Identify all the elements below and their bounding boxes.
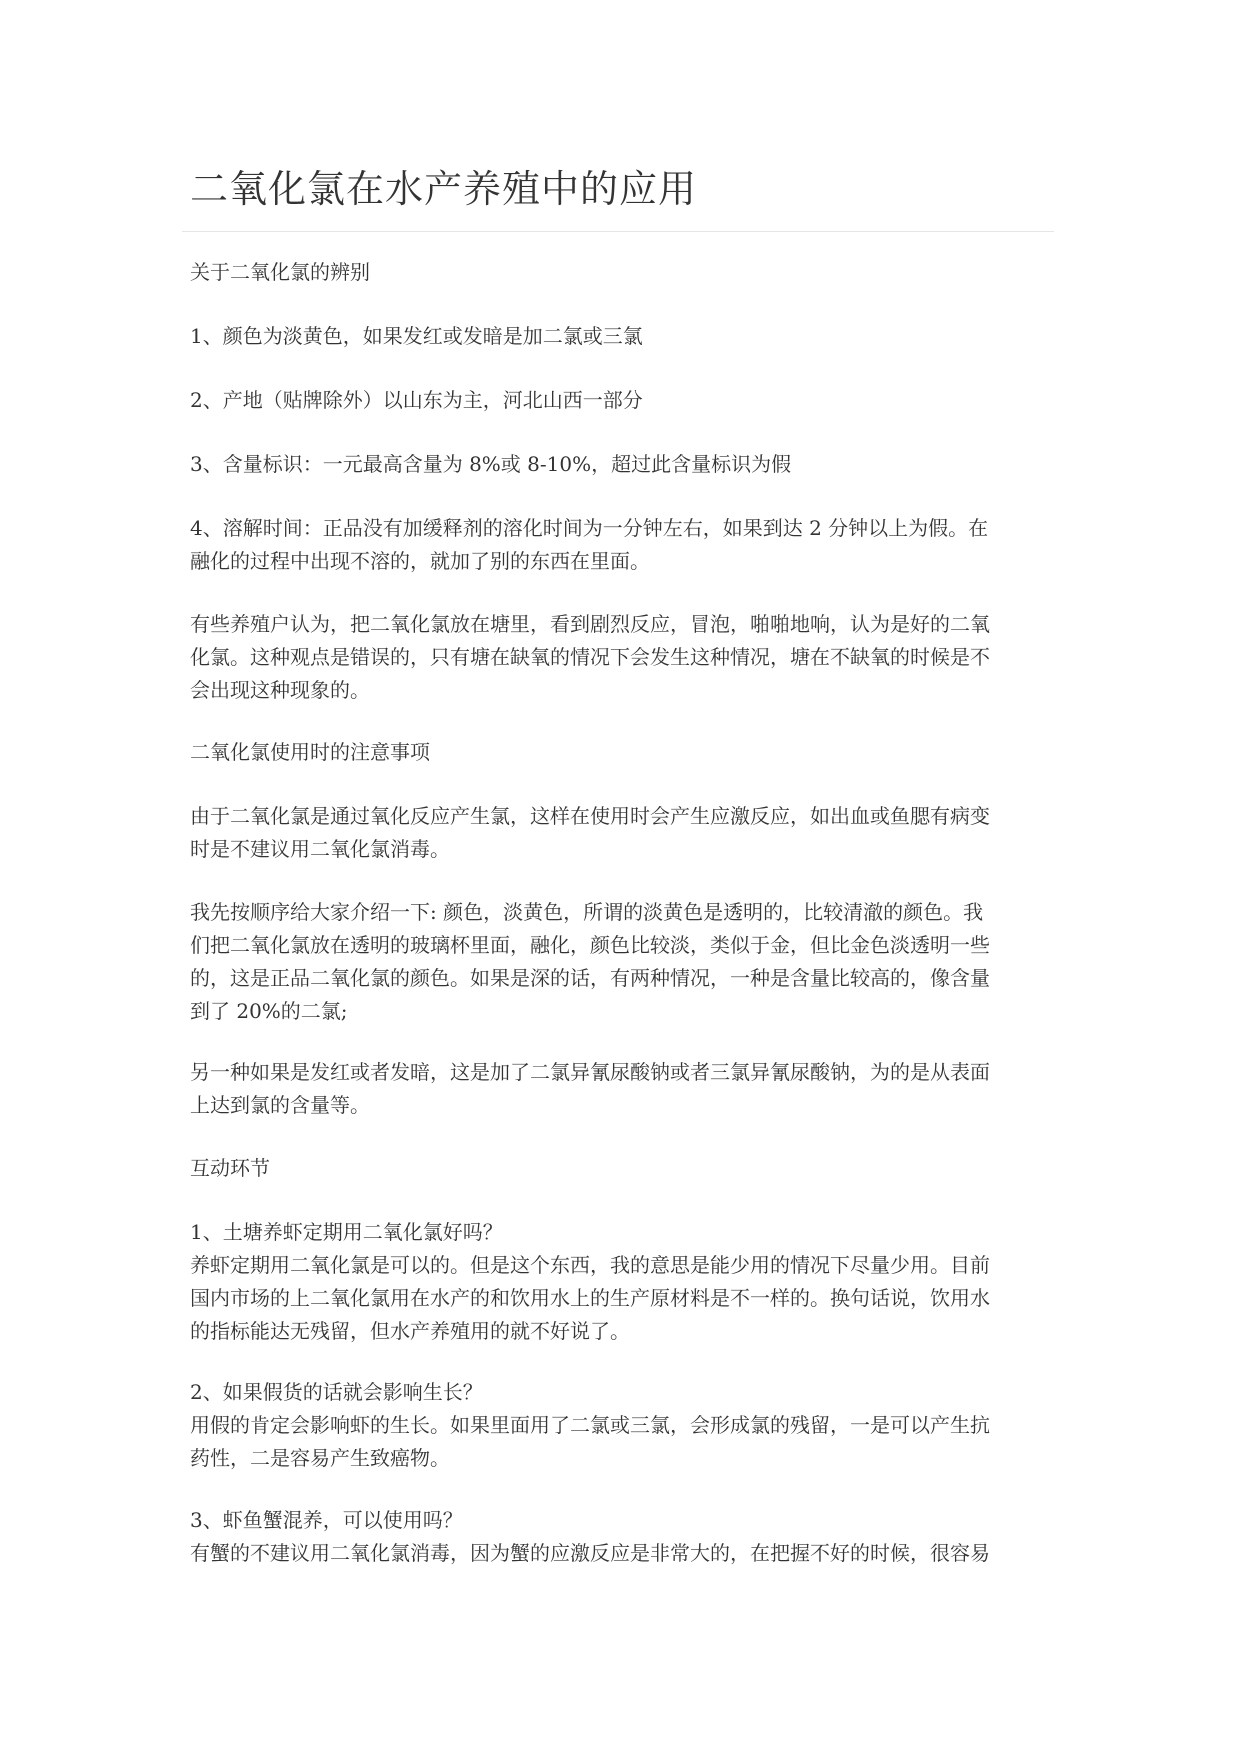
qa-item-2 <box>190 1376 1052 1475</box>
answer-line: 养虾定期用二氧化氯是可以的。但是这个东西，我的意思是能少用的情况下尽量少用。目前 <box>190 1253 990 1277</box>
question-line: 3、虾鱼蟹混养，可以使用吗？ <box>190 1508 463 1532</box>
text-line: 们把二氧化氯放在透明的玻璃杯里面，融化，颜色比较淡，类似于金，但比金色淡透明一些 <box>190 933 990 957</box>
text-line: 会出现这种现象的。 <box>190 678 370 702</box>
text-line: 到了 20%的二氯; <box>190 999 348 1023</box>
text-line: 化氯。这种观点是错误的，只有塘在缺氧的情况下会发生这种情况，塘在不缺氧的时候是不 <box>190 645 990 669</box>
section-heading-interaction <box>190 1152 1052 1185</box>
answer-line: 用假的肯定会影响虾的生长。如果里面用了二氯或三氯，会形成氯的残留，一是可以产生抗 <box>190 1413 990 1437</box>
text-line: 由于二氧化氯是通过氧化反应产生氯，这样在使用时会产生应激反应，如出血或鱼腮有病变 <box>190 804 990 828</box>
text-line: 1、颜色为淡黄色，如果发红或发暗是加二氯或三氯 <box>190 324 643 348</box>
text-line: 上达到氯的含量等。 <box>190 1093 370 1117</box>
text-line: 另一种如果是发红或者发暗，这是加了二氯异氰尿酸钠或者三氯异氰尿酸钠，为的是从表面 <box>190 1060 990 1084</box>
section-heading-identification <box>190 256 1052 289</box>
text-line: 时是不建议用二氧化氯消毒。 <box>190 837 450 861</box>
answer-line: 国内市场的上二氧化氯用在水产的和饮用水上的生产原材料是不一样的。换句话说，饮用水 <box>190 1286 990 1310</box>
page-title: 二氧化氯在水产养殖中的应用 <box>190 167 698 211</box>
paragraph-misconception <box>190 608 1052 707</box>
list-item-content <box>190 448 1052 481</box>
section-heading-precautions <box>190 736 1052 769</box>
question-line: 1、土塘养虾定期用二氧化氯好吗？ <box>190 1220 503 1244</box>
text-line: 我先按顺序给大家介绍一下: 颜色，淡黄色，所谓的淡黄色是透明的，比较清澈的颜色。我 <box>190 900 984 924</box>
paragraph-color-intro <box>190 896 1052 1028</box>
text-line: 的，这是正品二氧化氯的颜色。如果是深的话，有两种情况，一种是含量比较高的，像含量 <box>190 966 990 990</box>
text-line: 2、产地（贴牌除外）以山东为主，河北山西一部分 <box>190 388 643 412</box>
text-line: 4、溶解时间：正品没有加缓释剂的溶化时间为一分钟左右，如果到达 2 分钟以上为假。在 <box>190 516 989 540</box>
qa-item-3 <box>190 1504 1052 1570</box>
text-line: 3、含量标识：一元最高含量为 8%或 8-10%，超过此含量标识为假 <box>190 452 792 476</box>
paragraph-stress-reaction <box>190 800 1052 866</box>
answer-line: 有蟹的不建议用二氧化氯消毒，因为蟹的应激反应是非常大的，在把握不好的时候，很容易 <box>190 1541 990 1565</box>
text-line: 关于二氧化氯的辨别 <box>190 260 370 284</box>
paragraph-red-dark <box>190 1056 1052 1122</box>
text-line: 有些养殖户认为，把二氧化氯放在塘里，看到剧烈反应，冒泡，啪啪地响，认为是好的二氧 <box>190 612 990 636</box>
answer-line: 的指标能达无残留，但水产养殖用的就不好说了。 <box>190 1319 630 1343</box>
list-item-color <box>190 320 1052 353</box>
title-divider <box>182 231 1054 232</box>
question-line: 2、如果假货的话就会影响生长？ <box>190 1380 483 1404</box>
answer-line: 药性，二是容易产生致癌物。 <box>190 1446 450 1470</box>
text-line: 二氧化氯使用时的注意事项 <box>190 740 430 764</box>
list-item-origin <box>190 384 1052 417</box>
text-line: 融化的过程中出现不溶的，就加了别的东西在里面。 <box>190 549 650 573</box>
qa-item-1 <box>190 1216 1052 1348</box>
list-item-dissolving-time <box>190 512 1052 578</box>
text-line: 互动环节 <box>190 1156 270 1180</box>
